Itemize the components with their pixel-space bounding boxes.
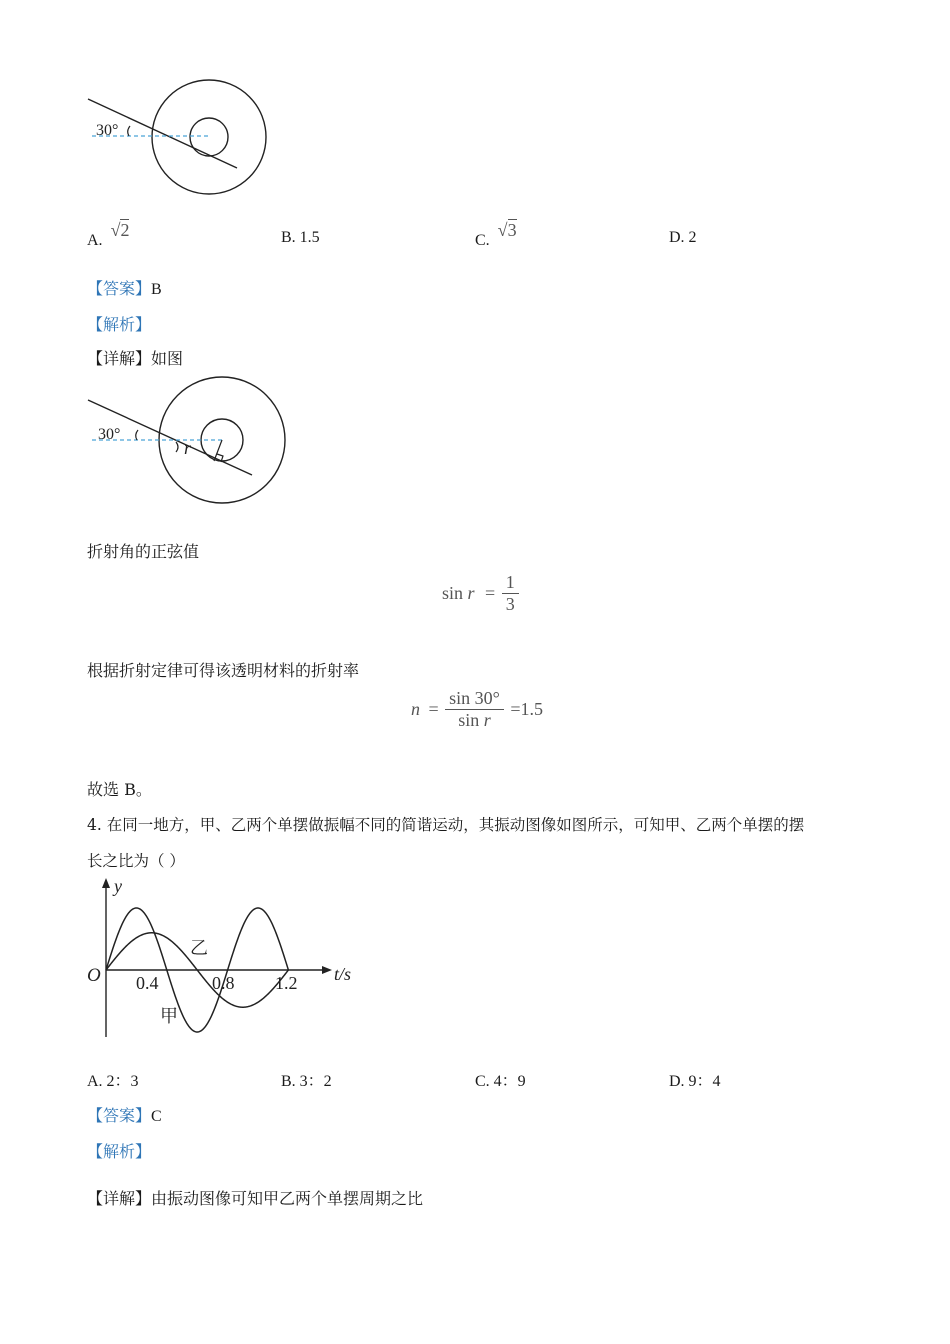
- y-axis-arrow: [102, 878, 110, 888]
- answer-tag: 【答案】: [87, 279, 152, 298]
- q4-answer: [87, 1103, 162, 1126]
- answer-value: C: [151, 1108, 162, 1125]
- detail-text: 由振动图像可知甲乙两个单摆周期之比: [151, 1189, 424, 1208]
- q3-answer: [87, 276, 162, 299]
- r-label: r: [184, 438, 192, 458]
- x-axis-arrow: [322, 966, 332, 974]
- detail-text: 如图: [151, 349, 184, 368]
- answer-tag: 【答案】: [87, 1106, 152, 1125]
- sqrt-symbol: √3: [497, 220, 517, 240]
- fraction: [445, 688, 504, 731]
- q3-option-c-letter: C.: [475, 232, 490, 249]
- q4-option-c: C. 4：9: [475, 1073, 526, 1090]
- q4-stem-line1: 4. 在同一地方，甲、乙两个单摆做振幅不同的简谐运动，其振动图像如图所示，可知甲、乙两个单摆的摆: [87, 816, 805, 834]
- figure-1-refraction: [80, 70, 280, 205]
- denominator: [445, 709, 504, 731]
- fraction: [502, 572, 519, 615]
- x-tick-label: 1.2: [275, 973, 298, 993]
- q4-stem-line2: 长之比为（ ）: [87, 852, 185, 870]
- eq-func: sin: [442, 583, 464, 603]
- figure-2-refraction-detail: [80, 370, 300, 510]
- q4-option-a: A. 2：3: [87, 1073, 139, 1090]
- origin-label: O: [87, 965, 101, 986]
- numerator: 1: [505, 572, 515, 592]
- refraction-angle-arc: [176, 442, 178, 452]
- y-axis-label: y: [114, 876, 122, 896]
- q3-analysis-tag: 【解析】: [87, 315, 152, 334]
- q3-option-d: D. 2: [669, 229, 697, 246]
- angle-label: 30°: [98, 426, 121, 443]
- q3-option-a-radicand: 2: [120, 220, 130, 240]
- q4-option-b: B. 3：2: [281, 1073, 332, 1090]
- q4-detail: [87, 1186, 423, 1209]
- conclusion: 故选 B。: [87, 780, 152, 799]
- step2-text: 根据折射定律可得该透明材料的折射率: [87, 661, 360, 680]
- q3-option-a-letter: A.: [87, 232, 103, 249]
- q3-option-c: [475, 220, 517, 250]
- vibration-chart: [80, 872, 370, 1042]
- answer-value: B: [151, 281, 162, 298]
- detail-tag: 【详解】: [87, 349, 152, 368]
- den-var: r: [483, 710, 491, 730]
- q3-option-b: B. 1.5: [281, 229, 320, 246]
- x-tick-label: 0.4: [136, 973, 159, 993]
- denominator: 3: [502, 593, 519, 615]
- radius-line: [214, 440, 222, 461]
- angle-arc: [128, 126, 130, 136]
- equation-sin-r: [442, 572, 521, 615]
- x-tick-label: 0.8: [212, 973, 235, 993]
- step1-text: 折射角的正弦值: [87, 542, 200, 561]
- eq-sign: =: [485, 583, 496, 603]
- q3-option-a: [87, 220, 130, 250]
- inner-circle: [190, 118, 228, 156]
- den-func: sin: [458, 710, 480, 730]
- numerator: sin 30°: [449, 688, 500, 708]
- detail-tag: 【详解】: [87, 1189, 152, 1208]
- eq-var: n: [411, 699, 420, 719]
- equation-refractive-index: [411, 688, 543, 731]
- eq-var: r: [467, 583, 475, 603]
- eq-result: =1.5: [510, 699, 544, 719]
- q4-option-d: D. 9：4: [669, 1073, 721, 1090]
- series-label-yi: 乙: [190, 938, 208, 958]
- sqrt-symbol: √2: [110, 220, 130, 240]
- angle-label: 30°: [96, 122, 119, 139]
- eq-sign: =: [428, 699, 439, 719]
- angle-arc: [136, 430, 138, 440]
- q3-option-c-radicand: 3: [507, 220, 517, 240]
- q3-detail: [87, 346, 183, 369]
- x-axis-label: t/s: [334, 964, 352, 984]
- q4-analysis-tag: 【解析】: [87, 1142, 152, 1161]
- series-label-jia: 甲: [160, 1006, 178, 1026]
